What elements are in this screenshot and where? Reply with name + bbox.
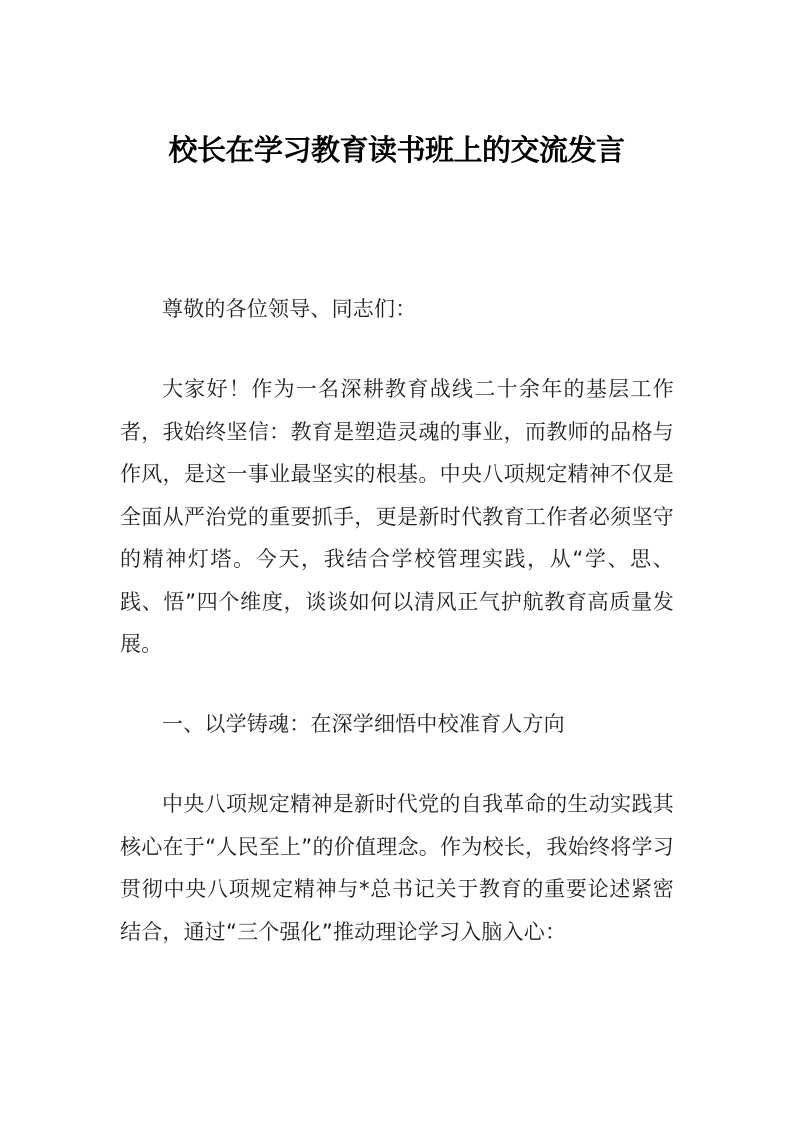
section-1-heading-block (120, 703, 674, 746)
section-1-body-block (120, 783, 674, 953)
intro-paragraph: 大家好！作为一名深耕教育战线二十余年的基层工作者，我始终坚信：教育是塑造灵魂的事业，而教师的品格与作风，是这一事业最坚实的根基。中央八项规定精神不仅是全面从严治党的重要抓手，更是新时代教育工作者必须坚守的精神灯塔。今天，我结合学校管理实践，从“学、思、践、悟”四个维度，谈谈如何以清风正气护航教育高质量发展。 (120, 377, 674, 656)
section-heading: 一、以学铸魂：在深学细悟中校准育人方向 (162, 712, 565, 736)
intro-block (120, 368, 674, 666)
salutation-block (120, 288, 674, 331)
section-paragraph: 中央八项规定精神是新时代党的自我革命的生动实践其核心在于“人民至上”的价值理念。作为校长，我始终将学习贯彻中央八项规定精神与*总书记关于教育的重要论述紧密结合，通过“三个强化”推动理论学习入脑入心： (120, 792, 674, 944)
salutation: 尊敬的各位领导、同志们： (162, 297, 417, 321)
document-title: 校长在学习教育读书班上的交流发言 (168, 133, 625, 167)
